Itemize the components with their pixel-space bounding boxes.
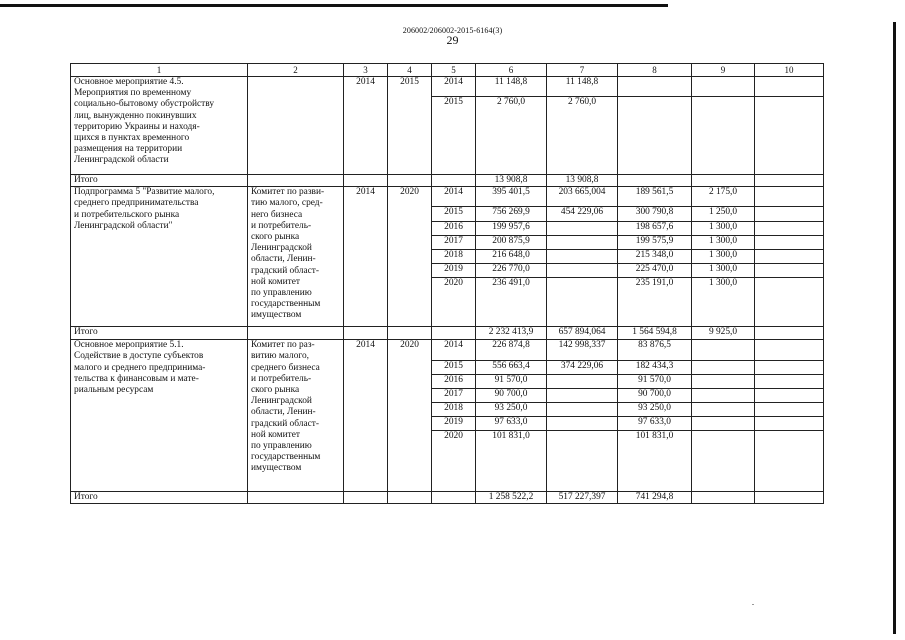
regional-cell: 182 434,3 [618, 361, 692, 375]
year-cell: 2020 [432, 431, 476, 492]
itogo-regional [618, 175, 692, 187]
federal-cell [547, 222, 618, 236]
itogo-federal: 517 227,397 [547, 492, 618, 504]
start-year: 2014 [344, 187, 388, 327]
col-header-9: 9 [692, 64, 755, 77]
year-cell: 2019 [432, 417, 476, 431]
column-number-row [71, 64, 824, 77]
federal-cell: 11 148,8 [547, 77, 618, 97]
federal-cell: 142 998,337 [547, 340, 618, 361]
federal-cell: 454 229,06 [547, 207, 618, 222]
itogo-label: Итого [71, 175, 248, 187]
itogo-label: Итого [71, 327, 248, 340]
regional-cell: 101 831,0 [618, 431, 692, 492]
total-cell: 556 663,4 [476, 361, 547, 375]
federal-cell [547, 389, 618, 403]
total-cell: 90 700,0 [476, 389, 547, 403]
executor-cell: Комитет по раз- витию малого, среднего бизнеса и потребитель- ского рынка Ленинградской области, Ленин- градский област- ной комитет по управлению государственным имуществом [248, 340, 344, 492]
year-cell: 2018 [432, 250, 476, 264]
total-cell: 200 875,9 [476, 236, 547, 250]
executor-cell: Комитет по разви- тию малого, сред- него бизнеса и потребитель- ского рынка Ленинградской области, Ленин- градский област- ной комитет по управлению государственным имуществом [248, 187, 344, 327]
regional-cell: 300 790,8 [618, 207, 692, 222]
year-cell: 2017 [432, 236, 476, 250]
regional-cell: 189 561,5 [618, 187, 692, 207]
year-cell: 2017 [432, 389, 476, 403]
total-cell: 199 957,6 [476, 222, 547, 236]
local-cell: 1 300,0 [692, 222, 755, 236]
itogo-total: 1 258 522,2 [476, 492, 547, 504]
col-header-4: 4 [388, 64, 432, 77]
total-cell: 236 491,0 [476, 278, 547, 327]
federal-cell: 203 665,004 [547, 187, 618, 207]
federal-cell [547, 403, 618, 417]
itogo-total: 13 908,8 [476, 175, 547, 187]
total-cell: 216 648,0 [476, 250, 547, 264]
regional-cell: 215 348,0 [618, 250, 692, 264]
itogo-local [692, 175, 755, 187]
year-cell: 2015 [432, 97, 476, 175]
scan-speck [752, 604, 754, 605]
itogo-row [71, 175, 824, 187]
regional-cell [618, 77, 692, 97]
federal-cell [547, 431, 618, 492]
local-cell: 1 300,0 [692, 278, 755, 327]
local-cell: 1 250,0 [692, 207, 755, 222]
end-year: 2020 [388, 340, 432, 492]
regional-cell: 235 191,0 [618, 278, 692, 327]
document-code: 206002/206002-2015-6164(3) [402, 26, 503, 35]
col-header-8: 8 [618, 64, 692, 77]
regional-cell [618, 97, 692, 175]
col-header-5: 5 [432, 64, 476, 77]
regional-cell: 83 876,5 [618, 340, 692, 361]
itogo-row [71, 492, 824, 504]
regional-cell: 90 700,0 [618, 389, 692, 403]
col-header-10: 10 [755, 64, 824, 77]
itogo-local: 9 925,0 [692, 327, 755, 340]
year-cell: 2014 [432, 187, 476, 207]
other-cell [755, 77, 824, 97]
regional-cell: 97 633,0 [618, 417, 692, 431]
local-cell [692, 77, 755, 97]
start-year: 2014 [344, 340, 388, 492]
regional-cell: 198 657,6 [618, 222, 692, 236]
year-cell: 2014 [432, 77, 476, 97]
itogo-local [692, 492, 755, 504]
federal-cell [547, 264, 618, 278]
table-row [71, 77, 824, 97]
total-cell: 226 770,0 [476, 264, 547, 278]
local-cell: 1 300,0 [692, 250, 755, 264]
executor-cell [248, 77, 344, 175]
year-cell: 2020 [432, 278, 476, 327]
itogo-regional: 741 294,8 [618, 492, 692, 504]
end-year: 2015 [388, 77, 432, 175]
year-cell: 2015 [432, 361, 476, 375]
col-header-6: 6 [476, 64, 547, 77]
page-number: 29 [446, 33, 459, 47]
regional-cell: 91 570,0 [618, 375, 692, 389]
federal-cell [547, 278, 618, 327]
year-cell: 2014 [432, 340, 476, 361]
col-header-3: 3 [344, 64, 388, 77]
federal-cell: 374 229,06 [547, 361, 618, 375]
total-cell: 226 874,8 [476, 340, 547, 361]
federal-cell [547, 236, 618, 250]
total-cell: 91 570,0 [476, 375, 547, 389]
local-cell: 2 175,0 [692, 187, 755, 207]
program-funding-table [70, 63, 824, 504]
local-cell [692, 97, 755, 175]
measure-name: Основное мероприятие 5.1. Содействие в доступе субъектов малого и среднего предпринима- тельства к финансовым и мате- риальным ресурсам [71, 340, 248, 492]
federal-cell [547, 375, 618, 389]
top-rule [0, 4, 668, 7]
itogo-label: Итого [71, 492, 248, 504]
table-row [71, 187, 824, 207]
year-cell: 2016 [432, 222, 476, 236]
local-cell: 1 300,0 [692, 264, 755, 278]
col-header-1: 1 [71, 64, 248, 77]
right-binding-rule [893, 22, 896, 634]
federal-cell: 2 760,0 [547, 97, 618, 175]
year-cell: 2019 [432, 264, 476, 278]
itogo-total: 2 232 413,9 [476, 327, 547, 340]
federal-cell [547, 250, 618, 264]
total-cell: 93 250,0 [476, 403, 547, 417]
itogo-federal: 13 908,8 [547, 175, 618, 187]
total-cell: 101 831,0 [476, 431, 547, 492]
year-cell: 2015 [432, 207, 476, 222]
total-cell: 11 148,8 [476, 77, 547, 97]
federal-cell [547, 417, 618, 431]
subprogram-name: Подпрограмма 5 "Развитие малого, среднего предпринимательства и потребительского рынка Ленинградской области" [71, 187, 248, 327]
itogo-regional: 1 564 594,8 [618, 327, 692, 340]
measure-name: Основное мероприятие 4.5. Мероприятия по временному социально-бытовому обустройству лиц, вынужденно покинувших территорию Украины и находя- щихся в пунктах временного размещения на территории Ленинградской области [71, 77, 248, 175]
year-cell: 2016 [432, 375, 476, 389]
total-cell: 97 633,0 [476, 417, 547, 431]
regional-cell: 93 250,0 [618, 403, 692, 417]
local-cell: 1 300,0 [692, 236, 755, 250]
itogo-row [71, 327, 824, 340]
regional-cell: 199 575,9 [618, 236, 692, 250]
total-cell: 395 401,5 [476, 187, 547, 207]
table-row [71, 340, 824, 361]
other-cell [755, 97, 824, 175]
end-year: 2020 [388, 187, 432, 327]
total-cell: 2 760,0 [476, 97, 547, 175]
col-header-2: 2 [248, 64, 344, 77]
regional-cell: 225 470,0 [618, 264, 692, 278]
itogo-federal: 657 894,064 [547, 327, 618, 340]
year-cell: 2018 [432, 403, 476, 417]
total-cell: 756 269,9 [476, 207, 547, 222]
start-year: 2014 [344, 77, 388, 175]
col-header-7: 7 [547, 64, 618, 77]
